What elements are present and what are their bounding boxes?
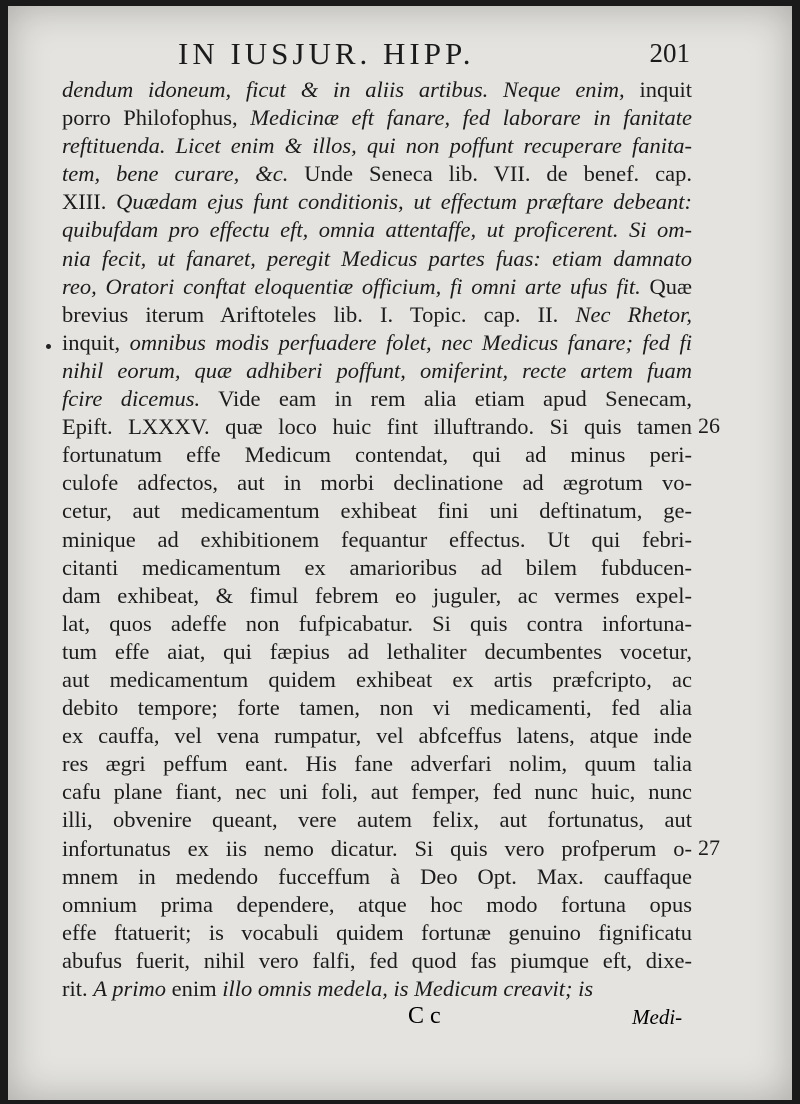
text-line bbox=[62, 160, 692, 188]
roman-span: citanti medicamentum ex amarioribus ad bilem fubducen- bbox=[62, 554, 692, 580]
text-line bbox=[62, 301, 692, 329]
roman-span: brevius iterum Ariftoteles lib. I. Topic. cap. II. bbox=[62, 301, 576, 327]
text-line bbox=[62, 750, 692, 778]
roman-span: infortunatus ex iis nemo dicatur. Si quis vero profperum o- bbox=[62, 835, 692, 861]
book-page bbox=[8, 6, 792, 1100]
roman-span: XIII. bbox=[62, 189, 117, 215]
text-line bbox=[62, 385, 692, 413]
italic-span: omnibus modis perfuadere folet, nec Medicus fanare; fed fi bbox=[129, 329, 692, 355]
roman-span: Epift. LXXXV. quæ loco huic fint illuftrando. Si quis tamen bbox=[62, 414, 692, 440]
italic-span: reo, Oratori conftat eloquentiæ officium, fi omni arte ufus fit. bbox=[62, 273, 641, 299]
text-line bbox=[62, 835, 692, 863]
text-line bbox=[62, 132, 692, 160]
roman-span: cafu plane fiant, nec uni foli, aut femper, fed nunc huic, nunc bbox=[62, 779, 692, 805]
italic-span: quibufdam pro effectu eft, omnia attentaffe, ut proficerent. Si om- bbox=[62, 217, 692, 243]
roman-span: mnem in medendo fucceffum à Deo Opt. Max. cauffaque bbox=[62, 863, 692, 889]
italic-span: reftituenda. Licet enim & illos, qui non poffunt recuperare fanita- bbox=[62, 133, 692, 159]
page-number: 201 bbox=[649, 38, 690, 68]
roman-span: effe ftatuerit; is vocabuli quidem fortunæ genuino fignificatu bbox=[62, 919, 692, 945]
roman-span: illi, obvenire queant, vere autem felix, aut fortunatus, aut bbox=[62, 807, 692, 833]
italic-span: Nec Rhetor, bbox=[575, 301, 692, 327]
roman-span: res ægri peffum eant. His fane adverfari nolim, quum talia bbox=[62, 751, 692, 777]
page-header bbox=[178, 36, 698, 72]
margin-number: 26 bbox=[698, 413, 720, 439]
italic-span: dendum idoneum, ficut & in aliis artibus. Neque enim, bbox=[62, 77, 625, 102]
roman-span: inquit, bbox=[62, 329, 130, 355]
roman-span: inquit bbox=[624, 77, 692, 102]
roman-span: enim bbox=[165, 976, 223, 1001]
italic-span: Quædam ejus funt conditionis, ut effectum præftare debeant: bbox=[116, 189, 692, 215]
italic-span: nia fecit, ut fanaret, peregit Medicus partes fuas: etiam damnato bbox=[62, 245, 692, 271]
roman-span: fortunatum effe Medicum contendat, qui ad minus peri- bbox=[62, 442, 692, 468]
text-line bbox=[62, 104, 692, 132]
signature-mark: Cc bbox=[408, 1003, 447, 1029]
text-line bbox=[62, 891, 692, 919]
roman-span: Unde Seneca lib. VII. de benef. cap. bbox=[288, 161, 692, 187]
text-line bbox=[62, 947, 692, 975]
text-line bbox=[62, 413, 692, 441]
roman-span: debito tempore; forte tamen, non vi medicamenti, fed alia bbox=[62, 695, 692, 721]
text-line bbox=[62, 329, 692, 357]
roman-span: porro Philofophus, bbox=[62, 105, 251, 131]
roman-span: Vide eam in rem alia etiam apud Senecam, bbox=[200, 386, 692, 412]
roman-span: omnium prima dependere, atque hoc modo fortuna opus bbox=[62, 891, 692, 917]
text-line bbox=[62, 722, 692, 750]
catchword: Medi- bbox=[632, 1005, 683, 1029]
text-line bbox=[62, 554, 692, 582]
text-line bbox=[62, 526, 692, 554]
text-line bbox=[62, 806, 692, 834]
text-line bbox=[62, 975, 692, 1003]
text-line bbox=[62, 863, 692, 891]
text-line bbox=[62, 778, 692, 806]
italic-span: illo omnis medela, is Medicum creavit; is bbox=[222, 976, 594, 1001]
running-head: IN IUSJUR. HIPP. bbox=[178, 36, 475, 71]
text-line bbox=[62, 694, 692, 722]
text-line bbox=[62, 273, 692, 301]
text-line bbox=[62, 666, 692, 694]
italic-span: tem, bene curare, &c. bbox=[62, 161, 289, 187]
roman-span: abufus fuerit, nihil vero falfi, fed quod fas piumque eft, dixe- bbox=[62, 947, 692, 973]
body-text bbox=[62, 76, 692, 1003]
text-line bbox=[62, 610, 692, 638]
roman-span: dam exhibeat, & fimul febrem eo juguler, ac vermes expel- bbox=[62, 582, 692, 608]
text-line bbox=[62, 441, 692, 469]
roman-span: minique ad exhibitionem fequantur effectus. Ut qui febri- bbox=[62, 526, 692, 552]
roman-span: culofe adfectos, aut in morbi declinatione ad ægrotum vo- bbox=[62, 470, 692, 496]
text-line bbox=[62, 357, 692, 385]
italic-span: Medicinæ eft fanare, fed laborare in fanitate bbox=[250, 105, 692, 131]
margin-number: 27 bbox=[698, 834, 720, 860]
roman-span: tum effe aiat, qui fæpius ad lethaliter decumbentes vocetur, bbox=[62, 638, 692, 664]
italic-span: fcire dicemus. bbox=[62, 386, 201, 412]
roman-span: Quæ bbox=[640, 273, 692, 299]
text-line bbox=[62, 216, 692, 244]
text-line bbox=[62, 76, 692, 104]
roman-span: rit. bbox=[62, 976, 94, 1001]
text-line bbox=[62, 497, 692, 525]
italic-span: A primo bbox=[93, 976, 166, 1001]
text-line bbox=[62, 638, 692, 666]
text-line bbox=[62, 582, 692, 610]
text-line bbox=[62, 245, 692, 273]
text-line bbox=[62, 469, 692, 497]
italic-span: nihil eorum, quæ adhiberi poffunt, omiferint, recte artem fuam bbox=[62, 357, 692, 383]
text-line bbox=[62, 188, 692, 216]
roman-span: lat, quos adeffe non fufpicabatur. Si quis contra infortuna- bbox=[62, 610, 692, 636]
text-line bbox=[62, 919, 692, 947]
roman-span: cetur, aut medicamentum exhibeat fini uni deftinatum, ge- bbox=[62, 498, 692, 524]
roman-span: aut medicamentum quidem exhibeat ex artis præfcripto, ac bbox=[62, 666, 692, 692]
ink-speck bbox=[46, 344, 51, 349]
roman-span: ex cauffa, vel vena rumpatur, vel abfceffus latens, atque inde bbox=[62, 723, 692, 749]
